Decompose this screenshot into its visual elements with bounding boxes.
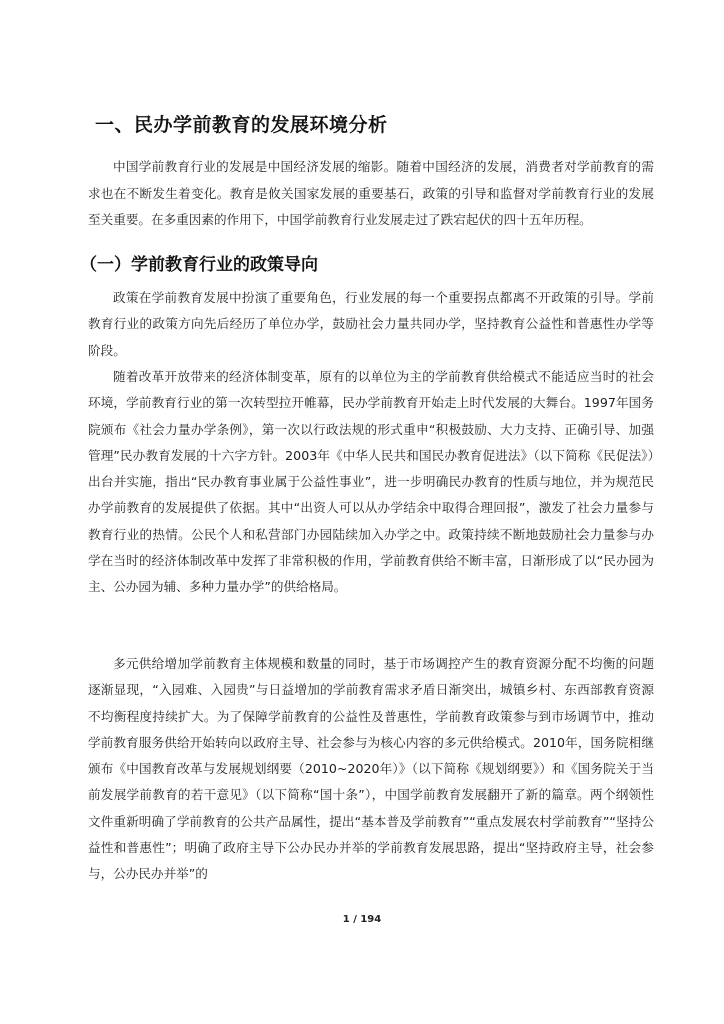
subsection-heading: （一）学前教育行业的政策导向: [80, 255, 318, 275]
section-heading: 一、民办学前教育的发展环境分析: [95, 114, 388, 136]
paragraph-reform-history: 随着改革开放带来的经济体制变革，原有的以单位为主的学前教育供给模式不能适应当时的社会环境，学前教育行业的第一次转型拉开帷幕，民办学前教育开始走上时代发展的大舞台。1997年国务院颁布《社会力量办学条例》，第一次以行政法规的形式重申“积极鼓励、大力支持、正确引导、加强管理”民办教育发展的十六字方针。2003年《中华人民共和国民办教育促进法》（以下简称《民促法》）出台并实施，指出“民办教育事业属于公益性事业”，进一步明确民办教育的性质与地位，并为规范民办学前教育的发展提供了依据。其中“出资人可以从办学结余中取得合理回报”，激发了社会力量参与教育行业的热情。公民个人和私营部门办园陆续加入办学之中。政策持续不断地鼓励社会力量参与办学在当时的经济体制改革中发挥了非常积极的作用，学前教育供给不断丰富，日渐形成了以“民办园为主、公办园为辅、多种力量办学”的供给格局。: [88, 369, 654, 595]
paragraph-intro: 中国学前教育行业的发展是中国经济发展的缩影。随着中国经济的发展，消费者对学前教育的需求也在不断发生着变化。教育是攸关国家发展的重要基石，政策的引导和监督对学前教育行业的发展至关重要。在多重因素的作用下，中国学前教育行业发展走过了跌宕起伏的四十五年历程。: [88, 159, 654, 227]
paragraph-policy-role: 政策在学前教育发展中扮演了重要角色，行业发展的每一个重要拐点都离不开政策的引导。学前教育行业的政策方向先后经历了单位办学，鼓励社会力量共同办学，坚持教育公益性和普惠性办学等阶段。: [88, 290, 654, 358]
paragraph-multi-supply: 多元供给增加学前教育主体规模和数量的同时，基于市场调控产生的教育资源分配不均衡的问题逐渐显现，“入园难、入园贵”与日益增加的学前教育需求矛盾日渐突出，城镇乡村、东西部教育资源不均衡程度持续扩大。为了保障学前教育的公益性及普惠性，学前教育政策参与到市场调节中，推动学前教育服务供给开始转向以政府主导、社会参与为核心内容的多元供给模式。2010年，国务院相继颁布《中国教育改革与发展规划纲要（2010~2020年）》（以下简称《规划纲要》）和《国务院关于当前发展学前教育的若干意见》（以下简称“国十条”），中国学前教育发展翻开了新的篇章。两个纲领性文件重新明确了学前教育的公共产品属性，提出“基本普及学前教育”“重点发展农村学前教育”“坚持公益性和普惠性”；明确了政府主导下公办民办并举的学前教育发展思路，提出“坚持政府主导，社会参与，公办民办并举”的: [88, 656, 654, 882]
page-number: 1 / 194: [342, 914, 382, 925]
